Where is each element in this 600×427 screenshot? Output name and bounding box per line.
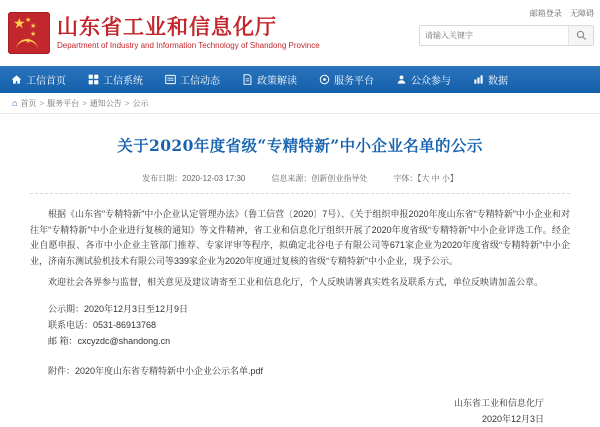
signoff-org: 山东省工业和信息化厅 (453, 397, 544, 408)
people-icon (396, 74, 407, 85)
font-size-large[interactable]: 大 (421, 174, 430, 183)
nav-label: 工信首页 (26, 76, 66, 87)
main-nav (0, 66, 600, 93)
font-size-label: 字体： (393, 174, 418, 183)
home-icon: ⌂ (12, 97, 18, 108)
nav-item-public[interactable] (385, 66, 462, 93)
link-accessibility[interactable]: 无障碍 (570, 9, 594, 18)
search-button[interactable] (568, 26, 593, 45)
national-emblem-icon: ★ ★ ★ ★ ★ (8, 12, 50, 54)
attachment-link[interactable]: 2020年度山东省专精特新中小企业公示名单.pdf (75, 365, 264, 376)
link-email-login[interactable]: 邮箱登录 (529, 9, 562, 18)
nav-label: 政策解读 (257, 76, 297, 87)
header-top-links (419, 8, 594, 19)
page-title: 关于2020年度省级“专精特新”中小企业名单的公示 (117, 136, 483, 155)
bracket-right: 】 (449, 174, 458, 183)
nav-label: 服务平台 (334, 76, 374, 87)
site-title-en: Department of Industry and Information Technology of Shandong Province (57, 40, 320, 50)
source-value: 创新创业指导处 (311, 174, 368, 183)
signoff-date: 2020年12月3日 (481, 413, 544, 424)
nav-label: 公众参与 (411, 76, 451, 87)
attachment-row (30, 364, 570, 377)
contact-phone: 联系电话：0531-86913768 (48, 319, 157, 330)
article-paragraph: 根据《山东省“专精特新”中小企业认定管理办法》（鲁工信营〔2020〕7号）、《关于组织申报2020年度山东省“专精特新”中小企业和对往年“专精特新”中小企业进行复核的通知》等文件精神，省工业和信息化厅组织开展了2020年度省级“专精特新”中小企业评选工作。经企业自愿申报、各市中小企业主管部门推荐、专家评审等程序，拟确定北谷电子有限公司等671家企业为2020年度省级“专精特新”中小企业，济南东测试验机技术有限公司等339家企业为2020年度通过复核的省级“专精特新”中小企业，现予公示。 (30, 209, 570, 266)
search-icon (576, 30, 587, 41)
grid-icon (88, 74, 99, 85)
contact-block (30, 301, 570, 349)
header-utility-area (419, 8, 594, 46)
home-icon (11, 74, 22, 85)
article-paragraph: 欢迎社会各界参与监督，相关意见及建议请寄至工业和信息化厅，个人反映请署真实姓名及联系方式，单位反映请加盖公章。 (48, 277, 544, 287)
publish-date-value: 2020-12-03 17:30 (182, 174, 246, 183)
breadcrumb-separator: > (39, 98, 45, 108)
doc-icon (242, 74, 253, 85)
contact-period: 公示期：2020年12月3日至12月9日 (48, 303, 189, 314)
service-icon (319, 74, 330, 85)
breadcrumb-item-announcement[interactable]: 公示 (132, 98, 149, 108)
source-label: 信息来源： (271, 174, 312, 183)
signoff (30, 395, 570, 427)
nav-item-data[interactable] (462, 66, 519, 93)
contact-email: 邮 箱：cxcyzdc@shandong.cn (48, 335, 171, 346)
publish-date (142, 173, 245, 184)
publish-date-label: 发布日期： (142, 174, 183, 183)
source (271, 173, 367, 184)
breadcrumb (0, 93, 600, 114)
font-size-control (393, 173, 457, 184)
attachment-label: 附件： (48, 365, 76, 376)
search-input[interactable] (420, 26, 568, 45)
divider (30, 193, 570, 194)
breadcrumb-item-home[interactable]: 首页 (20, 98, 37, 108)
nav-label: 工信动态 (180, 76, 220, 87)
site-header (0, 0, 600, 66)
site-title-block (57, 15, 320, 52)
article (0, 135, 600, 427)
nav-label: 数据 (488, 76, 508, 87)
breadcrumb-separator: > (82, 98, 87, 108)
bracket-left: 【 (417, 174, 422, 183)
font-size-small[interactable]: 小 (441, 174, 450, 183)
breadcrumb-item-service[interactable]: 服务平台 (47, 98, 80, 108)
nav-item-service[interactable] (308, 66, 385, 93)
article-meta (30, 173, 570, 193)
nav-label: 工信系统 (103, 76, 143, 87)
font-size-medium[interactable]: 中 (431, 174, 440, 183)
search-box[interactable] (419, 25, 594, 46)
breadcrumb-item-notice[interactable]: 通知公告 (89, 98, 122, 108)
breadcrumb-separator: > (124, 98, 130, 108)
nav-item-system[interactable] (77, 66, 154, 93)
nav-item-news[interactable] (154, 66, 231, 93)
news-icon (165, 74, 176, 85)
nav-item-policy[interactable] (231, 66, 308, 93)
article-body (30, 207, 570, 291)
site-title-cn: 山东省工业和信息化厅 (57, 13, 277, 39)
nav-item-home[interactable] (0, 66, 77, 93)
data-icon (473, 74, 484, 85)
